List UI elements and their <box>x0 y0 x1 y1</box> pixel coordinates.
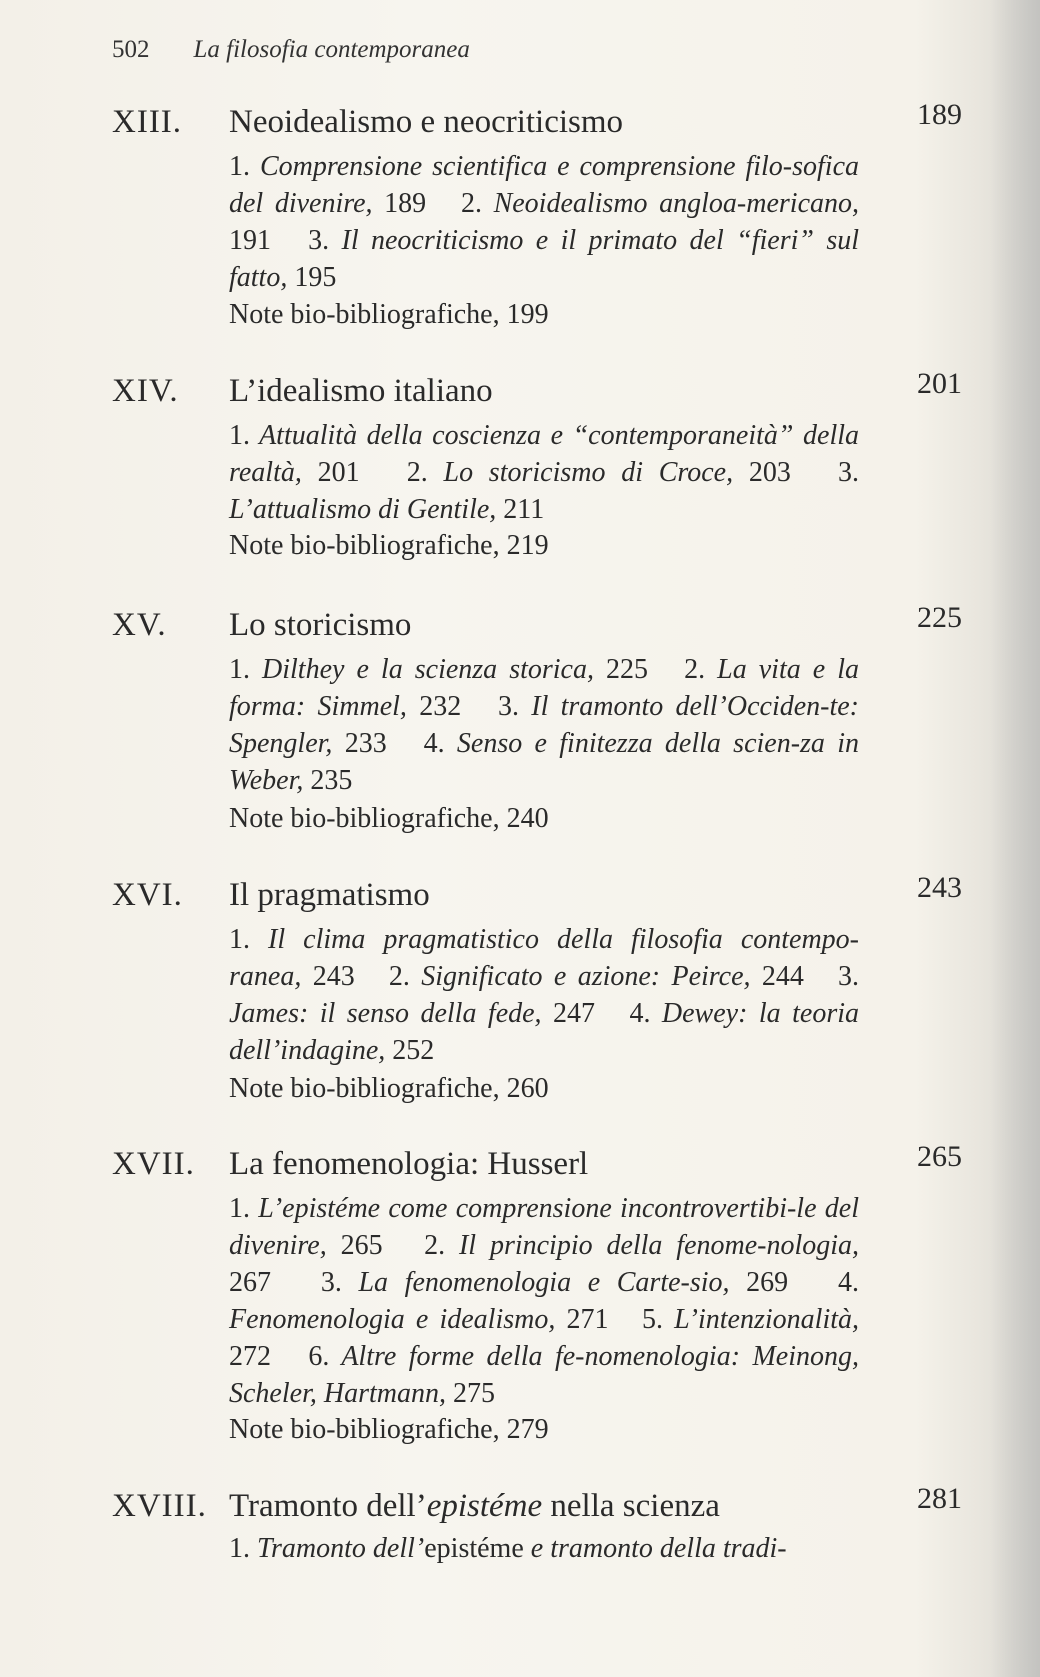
section-entry: 1. Attualità della coscienza e “contemporaneità” della realtà, 201 <box>229 420 860 488</box>
section-entry: 2. Significato e azione: Peirce, 244 <box>388 961 804 992</box>
chapter-number: XIII. <box>112 104 183 140</box>
section-entry: 4. Dewey: la teoria dell’indagine, 252 <box>229 998 860 1066</box>
bio-notes: Note bio-bibliografiche, 260 <box>229 1073 549 1104</box>
section-entry: 2. La vita e la forma: Simmel, 232 <box>229 654 859 722</box>
chapter-sections <box>229 651 859 799</box>
section-entry: 3. L’attualismo di Gentile, 211 <box>229 457 860 525</box>
chapter-title: Neoidealismo e neocriticismo <box>229 104 624 140</box>
chapter-title: Il pragmatismo <box>229 877 430 913</box>
section-entry: 4. Fenomenologia e idealismo, 271 <box>229 1267 860 1335</box>
section-entry: 2. Lo storicismo di Croce, 203 <box>406 457 791 488</box>
section-entry: 5. L’intenzionalità, 272 <box>229 1304 859 1372</box>
section-entry: 3. James: il senso della fede, 247 <box>229 961 860 1029</box>
chapter-number: XV. <box>112 607 167 643</box>
chapter-page: 265 <box>917 1140 962 1173</box>
chapter-sections <box>229 1190 859 1412</box>
chapter-page: 243 <box>917 871 962 904</box>
chapter-sections <box>229 148 859 296</box>
chapter-page: 225 <box>917 601 962 634</box>
page-number: 502 <box>112 36 150 63</box>
section-entry: 2. Il principio della fenome-nologia, 267 <box>229 1230 860 1298</box>
chapter-sections <box>229 921 859 1069</box>
section-entry: 1. Dilthey e la scienza storica, 225 <box>229 654 649 685</box>
bio-notes: Note bio-bibliografiche, 199 <box>229 299 549 330</box>
section-entry: 3. La fenomenologia e Carte-sio, 269 <box>320 1267 789 1298</box>
section-entry: 1. Il clima pragmatistico della filosofia contempo-ranea, 243 <box>229 924 860 992</box>
chapter-title: L’idealismo italiano <box>229 373 493 409</box>
chapter-number: XVI. <box>112 877 183 913</box>
chapter-number: XVII. <box>112 1146 195 1182</box>
bio-notes: Note bio-bibliografiche, 219 <box>229 530 549 561</box>
section-entry: 3. Il tramonto dell’Occiden-te: Spengler, 233 <box>229 691 860 759</box>
section-entry: 1. L’epistéme come comprensione incontrovertibi-le del divenire, 265 <box>229 1193 859 1261</box>
section-entry: 1. Tramonto dell’epistéme e tramonto della tradi- <box>229 1533 787 1564</box>
bio-notes: Note bio-bibliografiche, 240 <box>229 803 549 834</box>
running-title: La filosofia contemporanea <box>193 36 470 63</box>
chapter-page: 201 <box>917 367 962 400</box>
section-entry: 4. Senso e finitezza della scien-za in Weber, 235 <box>229 728 860 796</box>
chapter-number: XVIII. <box>112 1488 207 1524</box>
page-edge-shadow <box>990 0 1040 1677</box>
chapter-page: 281 <box>917 1482 962 1515</box>
bio-notes: Note bio-bibliografiche, 279 <box>229 1414 549 1445</box>
chapter-title: Lo storicismo <box>229 607 412 643</box>
section-entry: 3. Il neocriticismo e il primato del “fieri” sul fatto, 195 <box>229 225 859 293</box>
running-head <box>112 36 470 64</box>
chapter-title: La fenomenologia: Husserl <box>229 1146 589 1182</box>
chapter-sections <box>229 1530 859 1567</box>
chapter-sections <box>229 417 859 528</box>
section-entry: 1. Comprensione scientifica e comprensione filo-sofica del divenire, 189 <box>229 151 860 219</box>
section-entry: 2. Neoidealismo angloa-mericano, 191 <box>229 188 860 256</box>
section-entry: 6. Altre forme della fe-nomenologia: Meinong, Scheler, Hartmann, 275 <box>229 1341 859 1409</box>
chapter-page: 189 <box>917 98 962 131</box>
chapter-title: Tramonto dell’epistéme nella scienza <box>229 1488 720 1524</box>
chapter-number: XIV. <box>112 373 179 409</box>
